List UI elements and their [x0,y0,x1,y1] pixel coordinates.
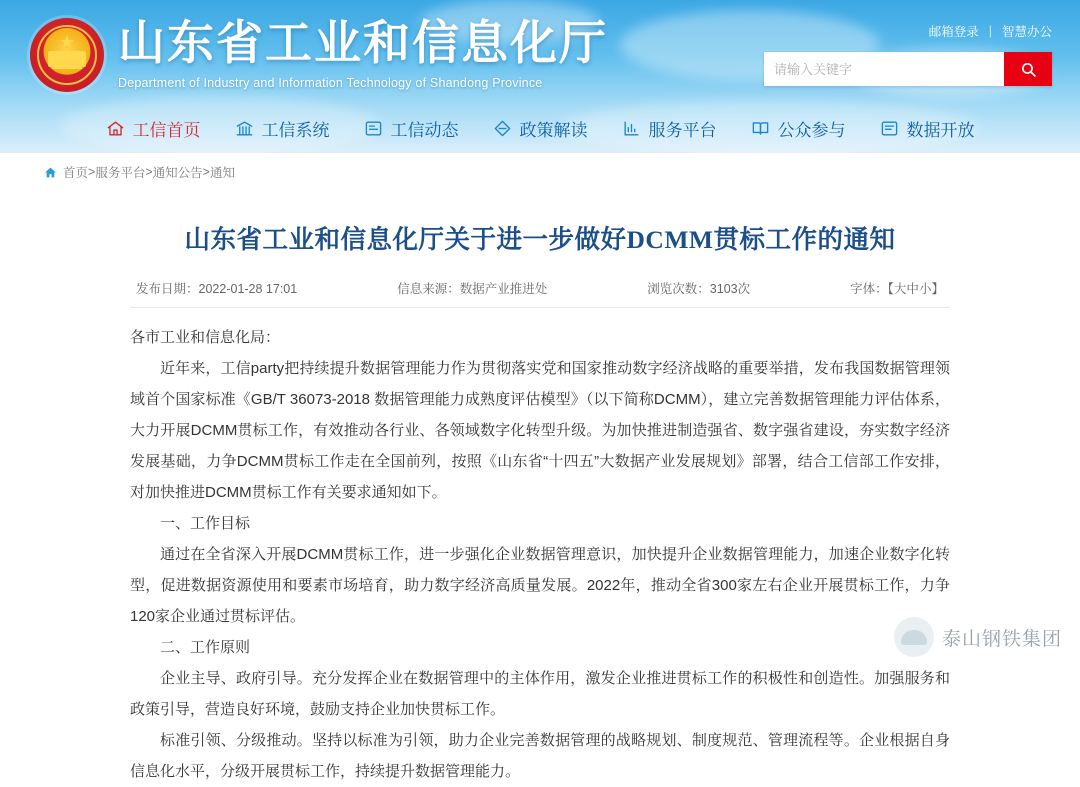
site-title-cn: 山东省工业和信息化厅 [118,18,608,70]
font-size-label: 字体： [850,282,888,297]
search-input[interactable] [764,52,1004,86]
article-paragraph: 通过在全省深入开展DCMM贯标工作，进一步强化企业数据管理意识，加快提升企业数据管理能力，加速企业数字化转型，促进数据资源使用和要素市场培育，助力数字经济高质量发展。2022年，推动全省300家左右企业开展贯标工作，力争120家企业通过贯标评估。 [130,546,950,626]
meta-source-value: 数据产业推进处 [459,282,548,297]
breadcrumb-separator: > [88,165,96,179]
bracket-open: 【 [887,282,894,297]
nav-label: 数据开放 [906,120,975,140]
meta-views-label: 浏览次数： [647,282,710,297]
meta-publish-label: 发布日期： [136,282,199,297]
mail-login-link[interactable]: 邮箱登录 [928,25,979,39]
meta-source-label: 信息来源： [397,282,460,297]
meta-views-value: 3103次 [709,282,751,297]
bracket-close: 】 [931,282,944,297]
nav-item-service-platform[interactable] [622,116,717,141]
meta-publish-value: 2022-01-28 17:01 [198,282,298,297]
nav-label: 工信动态 [390,120,459,140]
smart-office-link[interactable]: 智慧办公 [1001,25,1052,39]
bank-icon [235,119,254,138]
article-paragraph: 一、工作目标 [160,515,251,533]
book-icon [751,119,770,138]
site-header [0,0,1080,152]
search-box [764,52,1052,86]
nav-item-news[interactable] [364,116,459,141]
emblem-gate [48,51,86,67]
header-topbar [929,22,1052,40]
meta-views [647,279,750,297]
watermark [894,617,1062,657]
breadcrumb-separator: > [202,165,210,179]
site-title-block [118,20,608,90]
diamond-icon [493,119,512,138]
watermark-text: 泰山钢铁集团 [941,628,1062,650]
nav-item-open-data[interactable] [880,116,975,141]
nav-item-policy[interactable] [493,116,588,141]
search-button[interactable] [1004,52,1052,86]
data-icon [880,119,899,138]
font-size-small-button[interactable]: 小 [918,282,932,297]
site-title-en: Department of Industry and Information Technology of Shandong Province [118,76,543,91]
article-paragraph: 近年来，工信party把持续提升数据管理能力作为贯彻落实党和国家推动数字经济战略的重要举措，发布我国数据管理领域首个国家标准《GB/T 36073-2018 数据管理能力成熟度评估模型》（以下简称DCMM），建立完善数据管理能力评估体系，大力开展DCMM贯标工作，有效推动各行业、各领域数字化转型升级。为加快推进制造强省、数字强省建设，夯实数字经济发展基础，力争DCMM贯标工作走在全国前列，按照《山东省“十四五”大数据产业发展规划》部署，结合工信部工作安排，对加快推进DCMM贯标工作有关要求通知如下。 [130,360,950,502]
article-paragraph: 各市工业和信息化局： [130,329,281,347]
nav-item-home[interactable] [106,116,201,141]
breadcrumb [0,152,1080,191]
nav-item-public[interactable] [751,116,846,141]
nav-label: 工信首页 [132,120,201,140]
main-nav [0,104,1080,152]
meta-source [397,279,547,297]
nav-label: 政策解读 [519,120,588,140]
breadcrumb-item-home[interactable]: 首页 [63,166,89,180]
article-paragraph: 标准引领、分级推动。坚持以标准为引领，助力企业完善数据管理的战略规划、制度规范、管理流程等。企业根据自身信息化水平，分级开展贯标工作，持续提升数据管理能力。 [130,732,950,781]
article-body [130,308,950,787]
taishan-steel-logo-icon [894,617,934,657]
page-title: 山东省工业和信息化厅关于进一步做好DCMM贯标工作的通知 [184,225,896,254]
breadcrumb-item-notice[interactable]: 通知 [209,166,235,180]
home-small-icon [44,166,57,179]
article-paragraph: 企业主导、政府引导。充分发挥企业在数据管理中的主体作用，激发企业推进贯标工作的积极性和创造性。加强服务和政策引导，营造良好环境，鼓励支持企业加快贯标工作。 [130,670,950,719]
breadcrumb-separator: > [145,165,153,179]
news-icon [364,119,383,138]
chart-icon [622,119,641,138]
topbar-separator: | [988,24,992,38]
nav-label: 工信系统 [261,120,330,140]
article-paragraph: 二、工作原则 [160,639,251,657]
font-size-medium-button[interactable]: 中 [906,282,919,297]
breadcrumb-item-notice-announcement[interactable]: 通知公告 [152,166,203,180]
emblem-star: ★ [59,34,75,51]
nav-item-system[interactable] [235,116,330,141]
breadcrumb-item-service-platform[interactable]: 服务平台 [95,166,146,180]
meta-publish-date [136,279,297,297]
home-icon [106,119,125,138]
search-icon [1020,61,1037,78]
font-size-control [850,279,944,297]
font-size-large-button[interactable]: 大 [893,282,907,297]
nav-label: 服务平台 [648,120,717,140]
nav-label: 公众参与 [777,120,846,140]
article-container [0,191,1080,787]
national-emblem-icon [30,18,104,92]
article-meta [130,279,950,308]
